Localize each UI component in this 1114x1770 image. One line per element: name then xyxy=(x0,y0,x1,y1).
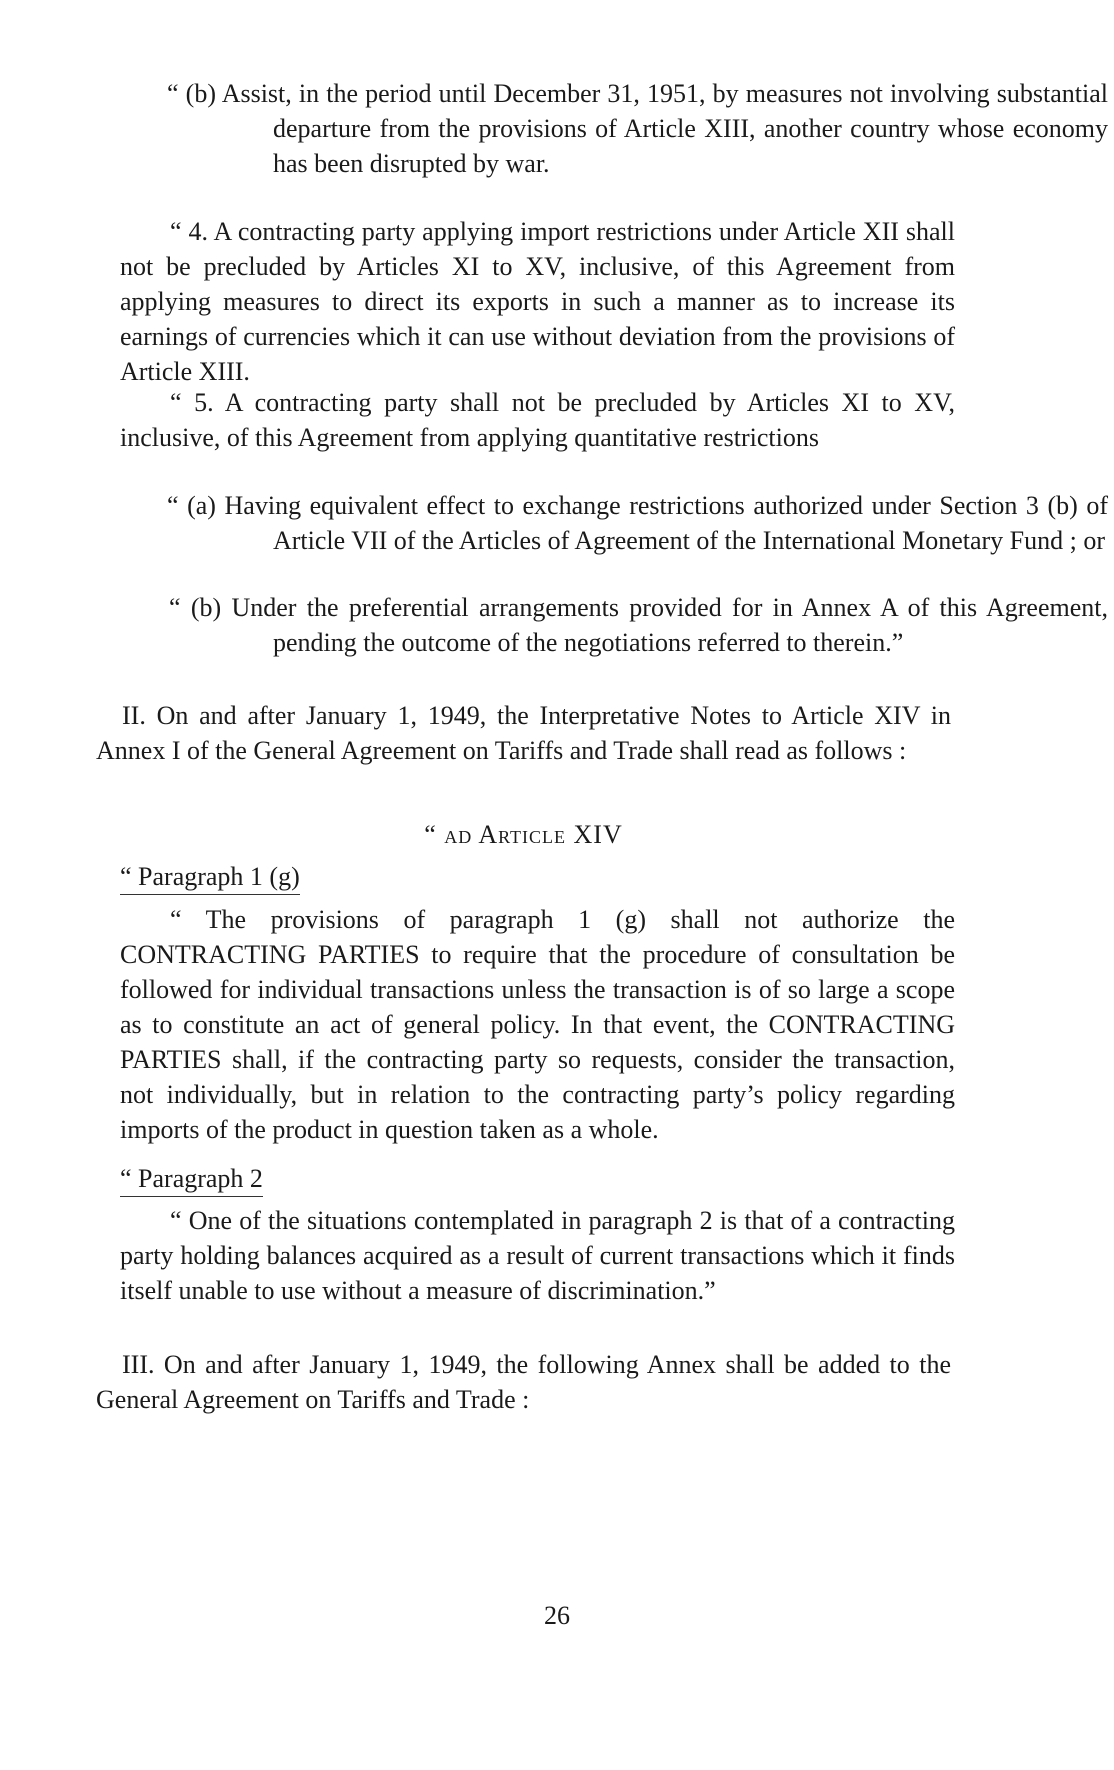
paragraph2-heading: “ Paragraph 2 xyxy=(120,1164,263,1197)
paragraph1-heading-wrap xyxy=(120,859,955,895)
paragraph-5: “ 5. A contracting party shall not be precluded by Articles XI to XV, inclusive, of this Agreement from applying quantitative restrictions xyxy=(120,388,955,452)
paragraph-4: “ 4. A contracting party applying import restrictions under Article XII shall not be precluded by Articles XI to XV, inclusive, of this Agreement from applying measures to direct its exports in such a manner as to increase its earnings of currencies which it can use without deviation from the provisions of Article XIII. xyxy=(120,217,955,386)
paragraph2-heading-wrap xyxy=(120,1161,955,1197)
section-iii: III. On and after January 1, 1949, the following Annex shall be added to the General Agreement on Tariffs and Trade : xyxy=(96,1350,951,1414)
paragraph-3b xyxy=(120,76,1108,181)
paragraph2-text: “ One of the situations contemplated in paragraph 2 is that of a contracting party holding balances acquired as a result of current transactions which it finds itself unable to use without a measure of discrimination.” xyxy=(120,1206,955,1305)
section-ii: II. On and after January 1, 1949, the Interpretative Notes to Article XIV in Annex I of the General Agreement on Tariffs and Trade shall read as follows : xyxy=(96,701,951,765)
paragraph-5a xyxy=(120,488,1108,558)
paragraph-5a-text: Having equivalent effect to exchange restrictions authorized under Section 3 (b) of Article VII of the Articles of Agreement of the International Monetary Fund ; or xyxy=(224,491,1108,555)
paragraph-3b-marker: “ (b) xyxy=(167,79,216,108)
page-number: 26 xyxy=(544,1601,570,1630)
paragraph-5b-marker: “ (b) xyxy=(169,593,222,622)
paragraph1-heading: “ Paragraph 1 (g) xyxy=(120,862,300,895)
ad-article-heading: “ ad Article XIV xyxy=(424,820,623,849)
paragraph-3b-text: Assist, in the period until December 31, 1951, by measures not involving substantial departure from the provisions of Article XIII, another country whose economy has been disrupted by war. xyxy=(221,79,1108,178)
paragraph-5b-text: Under the preferential arrangements provided for in Annex A of this Agreement, pending the outcome of the negotiations referred to therein.” xyxy=(231,593,1108,657)
paragraph-5a-marker: “ (a) xyxy=(167,491,216,520)
paragraph-5b xyxy=(120,590,1108,660)
paragraph1-text: “ The provisions of paragraph 1 (g) shall not authorize the CONTRACTING PARTIES to require that the procedure of consultation be followed for individual transactions unless the transaction is of so large a scope as to constitute an act of general policy. In that event, the CONTRACTING PARTIES shall, if the contracting party so requests, consider the transaction, not individually, but in relation to the contracting party’s policy regarding imports of the product in question taken as a whole. xyxy=(120,905,955,1144)
